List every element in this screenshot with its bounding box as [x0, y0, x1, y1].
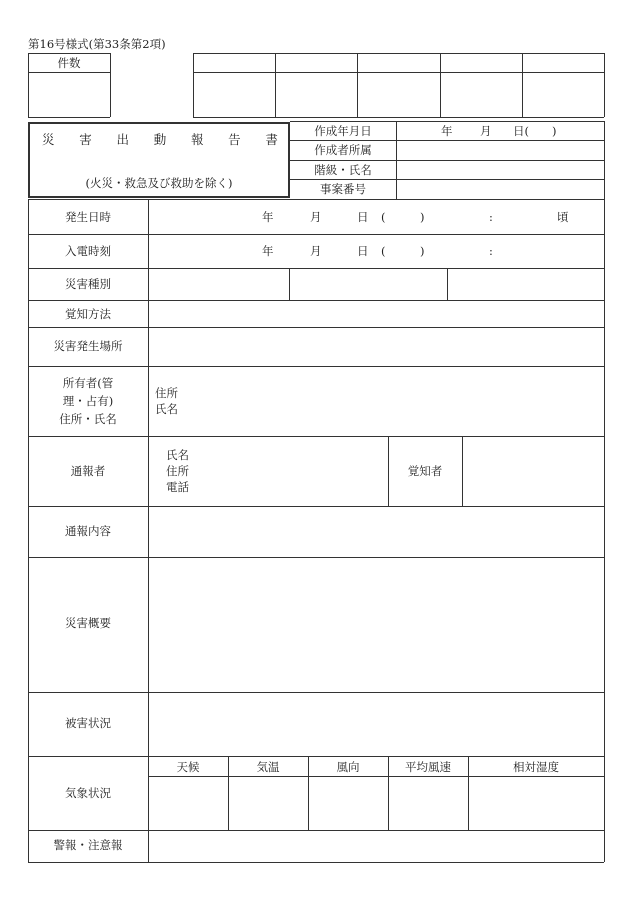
occurrence-day: 日 — [357, 210, 369, 224]
weather-col-avg-wind-speed: 平均風速 — [405, 760, 451, 774]
warning-label: 警報・注意報 — [53, 838, 123, 852]
owner-label-line-2: 理・占有) — [62, 394, 114, 408]
occurrence-year: 年 — [262, 210, 274, 224]
creator-affiliation-label: 作成者所属 — [314, 143, 372, 157]
title-char: 報 — [190, 132, 204, 147]
damage-label: 被害状況 — [65, 716, 111, 730]
reporter-address-label: 住所 — [166, 464, 189, 478]
case-number-label: 事案番号 — [320, 182, 366, 196]
occurrence-label: 発生日時 — [65, 210, 111, 224]
created-date-day: 日( ) — [513, 124, 557, 138]
call-time-day: 日 — [357, 244, 369, 258]
call-time-label: 入電時刻 — [65, 244, 111, 258]
weather-label: 気象状況 — [65, 786, 111, 800]
owner-label-line-3: 住所・氏名 — [59, 412, 117, 426]
call-time-year: 年 — [262, 244, 274, 258]
report-title — [42, 132, 278, 148]
occurrence-month: 月 — [310, 210, 322, 224]
reporter-phone-label: 電話 — [166, 480, 189, 494]
title-char: 動 — [153, 132, 167, 147]
occurrence-colon: : — [489, 210, 493, 224]
call-time-colon: : — [489, 244, 493, 258]
form-number: 第16号様式(第33条第2項) — [28, 37, 166, 51]
disaster-type-label: 災害種別 — [65, 277, 111, 291]
created-date-year: 年 — [441, 124, 453, 138]
rank-name-label: 階級・氏名 — [314, 163, 372, 177]
owner-label-line-1: 所有者(管 — [62, 376, 114, 390]
summary-label: 災害概要 — [65, 616, 111, 630]
weather-col-temperature: 気温 — [256, 760, 280, 774]
owner-address-label: 住所 — [155, 386, 178, 400]
reporter-label: 通報者 — [70, 464, 106, 478]
title-char: 害 — [79, 132, 92, 147]
call-time-paren-open: ( — [381, 244, 386, 258]
reporter-name-label: 氏名 — [166, 448, 189, 462]
title-char: 告 — [228, 132, 241, 147]
location-label: 災害発生場所 — [53, 339, 123, 353]
occurrence-suffix: 頃 — [557, 210, 569, 224]
title-char: 出 — [116, 132, 129, 147]
call-time-paren-close: ) — [420, 244, 425, 258]
title-char: 災 — [42, 132, 55, 147]
report-subtitle: (火災・救急及び救助を除く) — [85, 176, 233, 190]
detection-method-label: 覚知方法 — [65, 307, 111, 321]
report-content-label: 通報内容 — [65, 524, 111, 538]
weather-col-condition: 天候 — [176, 760, 200, 774]
call-time-month: 月 — [310, 244, 322, 258]
created-date-label: 作成年月日 — [314, 124, 372, 138]
occurrence-paren-close: ) — [420, 210, 425, 224]
weather-col-humidity: 相対湿度 — [513, 760, 559, 774]
weather-col-wind-direction: 風向 — [336, 760, 360, 774]
owner-name-label: 氏名 — [155, 402, 178, 416]
occurrence-paren-open: ( — [381, 210, 386, 224]
detector-label: 覚知者 — [407, 464, 443, 478]
count-label: 件数 — [57, 56, 81, 70]
created-date-month: 月 — [480, 124, 492, 138]
title-char: 書 — [265, 132, 278, 147]
